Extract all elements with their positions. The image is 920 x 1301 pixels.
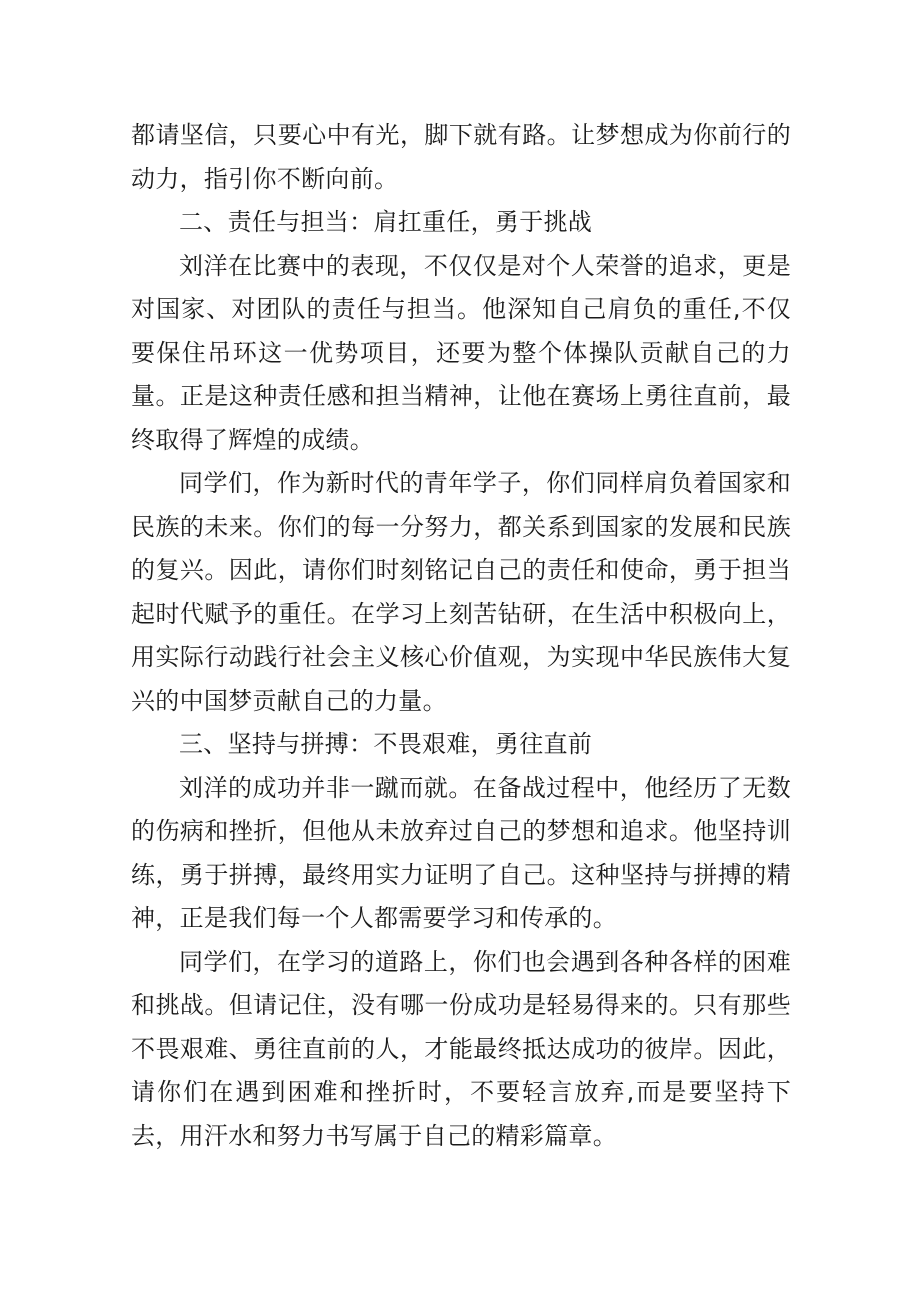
section-heading-perseverance: 三、坚持与拼搏：不畏艰难，勇往直前 xyxy=(179,730,593,758)
paragraph-liuyang-perseverance: 刘洋的成功并非一蹴而就。在备战过程中，他经历了无数的伤病和挫折，但他从未放弃过自己的梦想和追求。他坚持训练，勇于拼搏，最终用实力证明了自己。这种坚持与拼搏的精神，正是我们每一个人都需要学习和传承的。 xyxy=(131,773,791,932)
document-body xyxy=(131,114,791,1158)
paragraph-liuyang-responsibility: 刘洋在比赛中的表现，不仅仅是对个人荣誉的追求，更是对国家、对团队的责任与担当。他深知自己肩负的重任,不仅要保住吊环这一优势项目，还要为整个体操队贡献自己的力量。正是这种责任感和担当精神，让他在赛场上勇往直前，最终取得了辉煌的成绩。 xyxy=(131,251,791,454)
paragraph-students-perseverance: 同学们，在学习的道路上，你们也会遇到各种各样的困难和挑战。但请记住，没有哪一份成功是轻易得来的。只有那些不畏艰难、勇往直前的人，才能最终抵达成功的彼岸。因此，请你们在遇到困难和挫折时，不要轻言放弃,而是要坚持下去，用汗水和努力书写属于自己的精彩篇章。 xyxy=(131,947,791,1150)
section-heading-responsibility: 二、责任与担当：肩扛重任，勇于挑战 xyxy=(179,208,593,236)
paragraph-continuation: 都请坚信，只要心中有光，脚下就有路。让梦想成为你前行的动力，指引你不断向前。 xyxy=(131,121,791,193)
paragraph-students-responsibility: 同学们，作为新时代的青年学子，你们同样肩负着国家和民族的未来。你们的每一分努力，都关系到国家的发展和民族的复兴。因此，请你们时刻铭记自己的责任和使命，勇于担当起时代赋予的重任。在学习上刻苦钻研，在生活中积极向上，用实际行动践行社会主义核心价值观，为实现中华民族伟大复兴的中国梦贡献自己的力量。 xyxy=(131,469,791,715)
